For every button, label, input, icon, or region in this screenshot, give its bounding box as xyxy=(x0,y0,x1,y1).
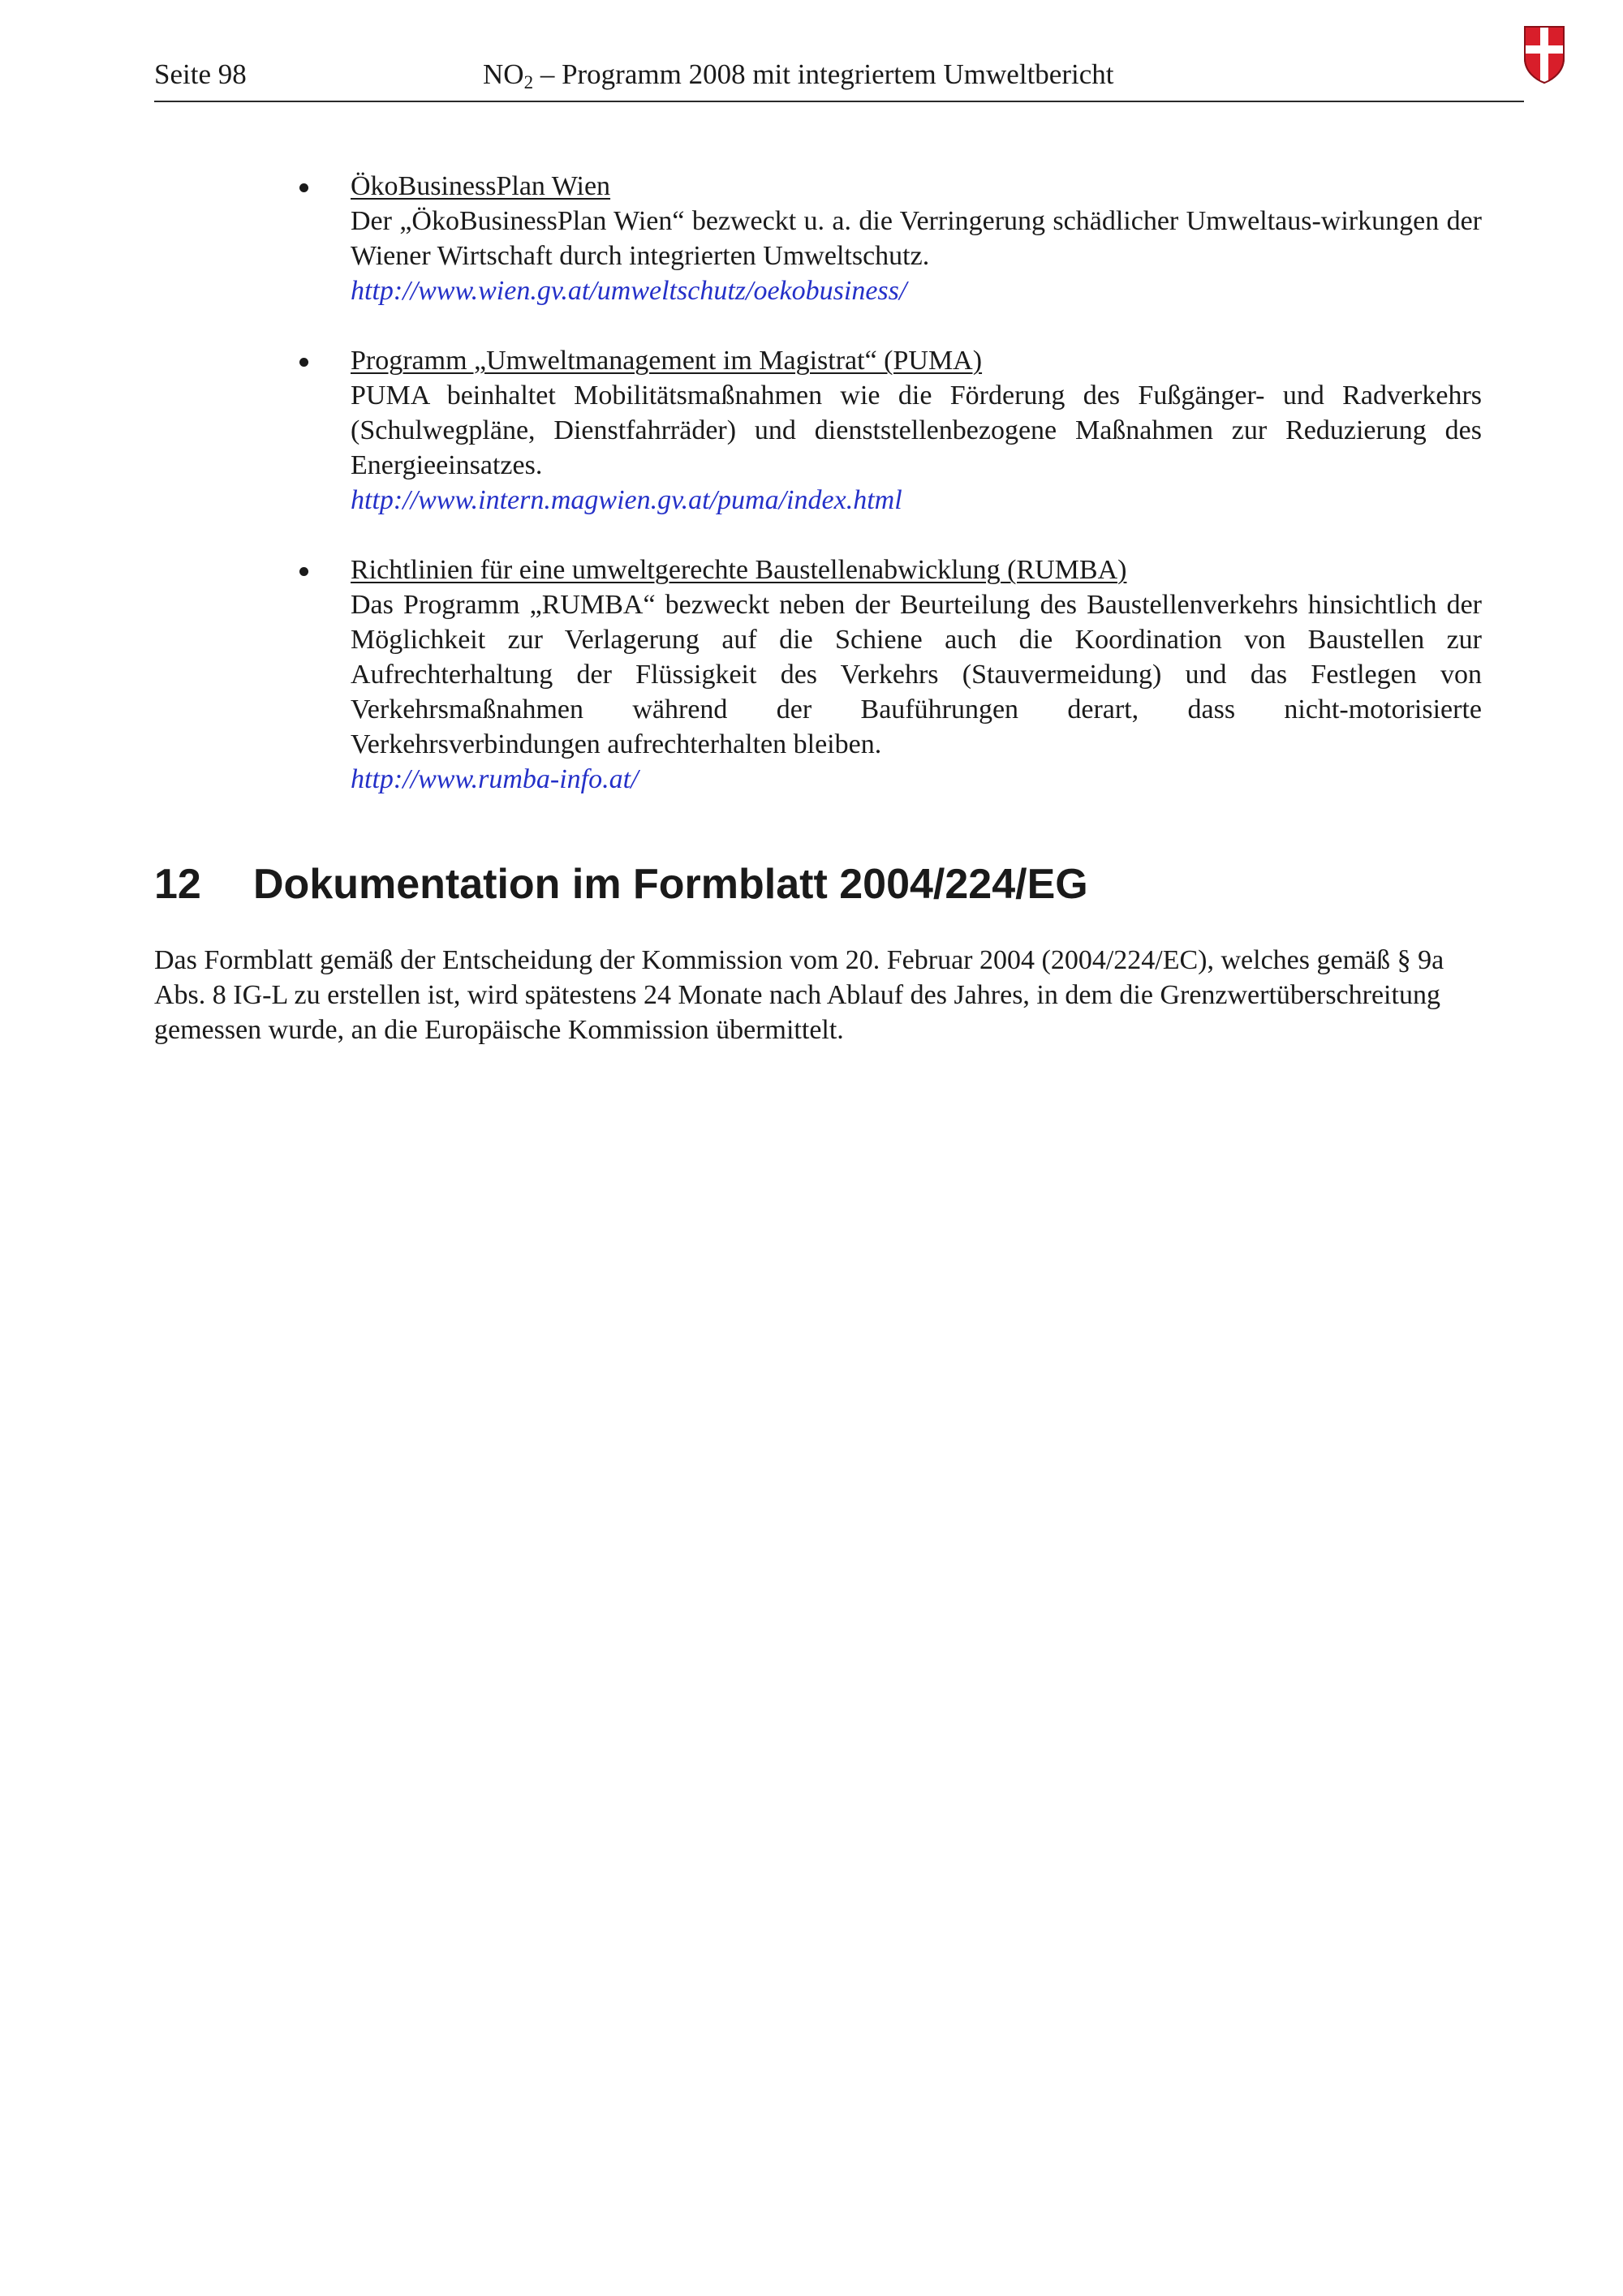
list-item xyxy=(297,343,1482,518)
bullet-icon xyxy=(299,358,308,367)
item-description: PUMA beinhaltet Mobilitätsmaßnahmen wie die Förderung des Fußgänger- und Radverkehrs (Schulwegpläne, Dienstfahrräder) und dienststellenbezogene Maßnahmen zur Reduzierung des Energieeinsatzes. xyxy=(351,381,1482,480)
section-number: 12 xyxy=(154,861,201,908)
bullet-icon xyxy=(299,567,308,576)
section-paragraph: Das Formblatt gemäß der Entscheidung der Kommission vom 20. Februar 2004 (2004/224/EC), welches gemäß § 9a Abs. 8 IG-L zu erstellen ist, wird spätestens 24 Monate nach Ablauf des Jahres, in dem die Grenzwertüberschreitung gemessen wurde, an die Europäische Kommission übermittelt. xyxy=(154,945,1444,1045)
bullet-icon xyxy=(299,183,308,192)
title-prefix: NO xyxy=(483,58,524,90)
item-title: Richtlinien für eine umweltgerechte Baustellenabwicklung (RUMBA) xyxy=(351,555,1127,585)
item-title: Programm „Umweltmanagement im Magistrat“ (PUMA) xyxy=(351,346,983,376)
page-header xyxy=(154,52,1524,102)
item-description: Der „ÖkoBusinessPlan Wien“ bezweckt u. a. die Verringerung schädlicher Umweltaus-wirkungen der Wiener Wirtschaft durch integrierten Umweltschutz. xyxy=(351,206,1482,271)
section-title: Dokumentation im Formblatt 2004/224/EG xyxy=(253,861,1088,908)
list-item xyxy=(297,553,1482,797)
page-number: Seite 98 xyxy=(154,58,247,90)
item-link[interactable]: http://www.wien.gv.at/umweltschutz/oekobusiness/ xyxy=(351,276,907,306)
item-link[interactable]: http://www.intern.magwien.gv.at/puma/index.html xyxy=(351,485,902,515)
item-link[interactable]: http://www.rumba-info.at/ xyxy=(351,764,639,794)
title-subscript: 2 xyxy=(523,72,534,92)
item-description: Das Programm „RUMBA“ bezweckt neben der Beurteilung des Baustellenverkehrs hinsichtlich der Möglichkeit zur Verlagerung auf die Schiene auch die Koordination von Baustellen zur Aufrechterhaltung der Flüssigkeit des Verkehrs (Stauvermeidung) und das Festlegen von Verkehrsmaßnahmen während der Bauführungen derart, dass nicht-motorisierte Verkehrsverbindungen aufrechterhalten bleiben. xyxy=(351,590,1482,759)
list-item xyxy=(297,169,1482,308)
vienna-coat-of-arms-icon xyxy=(1522,24,1566,84)
item-title: ÖkoBusinessPlan Wien xyxy=(351,171,611,201)
document-title xyxy=(483,58,1113,91)
measures-list xyxy=(297,169,1482,832)
title-suffix: – Programm 2008 mit integriertem Umweltbericht xyxy=(533,58,1114,90)
section-heading xyxy=(154,858,1088,910)
